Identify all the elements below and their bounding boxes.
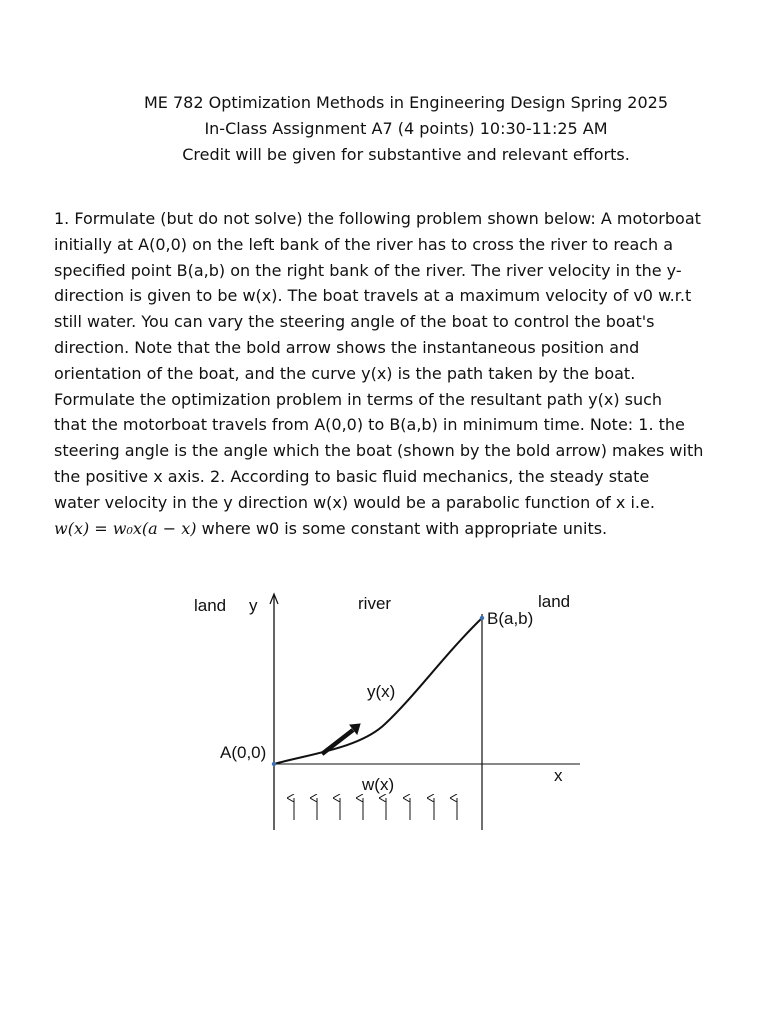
problem-line: still water. You can vary the steering angle of the boat to control the boat's — [54, 312, 655, 332]
credit-note: Credit will be given for substantive and relevant efforts. — [182, 145, 630, 164]
problem-line: water velocity in the y direction w(x) would be a parabolic function of x i.e. — [54, 492, 655, 512]
formula-line — [54, 516, 722, 542]
assignment-header — [0, 90, 768, 168]
problem-line: initially at A(0,0) on the left bank of the river has to cross the river to reach a — [54, 234, 674, 254]
point-b-label: B(a,b) — [487, 609, 534, 628]
assignment-title: In-Class Assignment A7 (4 points) 10:30-11:25 AM — [204, 119, 608, 138]
problem-line: that the motorboat travels from A(0,0) to B(a,b) in minimum time. Note: 1. the — [54, 415, 685, 435]
problem-line: direction is given to be w(x). The boat travels at a maximum velocity of v0 w.r.t — [54, 286, 692, 306]
point-b-marker — [480, 616, 484, 620]
diagram-svg — [190, 582, 590, 842]
left-land-label: land — [194, 596, 227, 615]
water-velocity-label: w(x) — [362, 775, 395, 794]
problem-line: orientation of the boat, and the curve y(x) is the path taken by the boat. — [54, 363, 636, 383]
water-velocity-arrows — [294, 798, 457, 820]
problem-line: direction. Note that the bold arrow shows the instantaneous position and — [54, 337, 640, 357]
path-label: y(x) — [367, 682, 396, 701]
problem-line: specified point B(a,b) on the right bank of the river. The river velocity in the y- — [54, 260, 682, 280]
boat-arrow-shaft — [322, 730, 353, 754]
right-land-label: land — [538, 592, 571, 611]
problem-line: steering angle is the angle which the boat (shown by the bold arrow) makes with — [54, 441, 704, 461]
point-a-marker — [272, 762, 276, 766]
problem-line: Formulate the optimization problem in terms of the resultant path y(x) such — [54, 389, 663, 409]
y-axis-label: y — [249, 596, 258, 615]
problem-statement — [54, 206, 722, 541]
x-axis-label: x — [554, 766, 563, 785]
velocity-formula: w(x) = w₀x(a − x) — [54, 518, 197, 538]
river-label: river — [358, 594, 392, 613]
formula-description: where w0 is some constant with appropriate units. — [196, 518, 608, 538]
river-crossing-diagram — [190, 582, 590, 842]
problem-line: the positive x axis. 2. According to basic fluid mechanics, the steady state — [54, 466, 650, 486]
problem-line: 1. Formulate (but do not solve) the following problem shown below: A motorboat — [54, 209, 701, 228]
point-a-label: A(0,0) — [220, 743, 267, 762]
course-title: ME 782 Optimization Methods in Engineering Design Spring 2025 — [143, 93, 668, 112]
